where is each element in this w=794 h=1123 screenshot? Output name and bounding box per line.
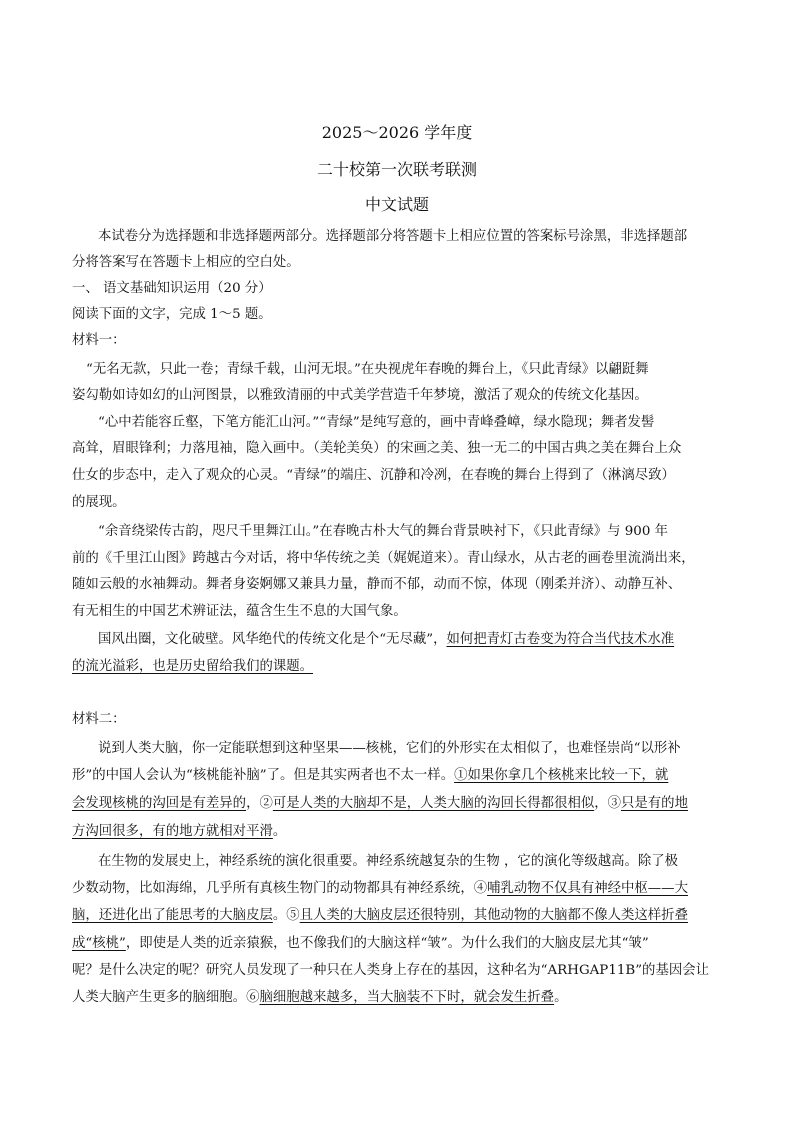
underlined-line: 的流光溢彩，也是历史留给我们的课题。 [72,659,314,674]
underlined-text: 成“核桃” [72,936,126,951]
plain-text: 。 [554,990,568,1005]
underlined-text: 脑，还进化出了能思考的大脑皮层 [72,908,273,923]
underlined-text: 脑细胞越来越多，当大脑装不下时，就会发生折叠 [259,990,555,1005]
paragraph-line [72,989,722,1007]
paragraph-line [72,767,722,785]
exam-title: 二十校第一次联考联测 [316,160,477,179]
material-label: 材料一： [72,333,126,348]
material-label: 材料二： [72,712,126,727]
plain-text: 少数动物，比如海绵，几乎所有真核生物门的动物都具有神经系统，④ [72,881,488,896]
plain-text: 人类大脑产生更多的脑细胞。⑥ [72,990,260,1005]
subject-title: 中文试题 [364,195,429,214]
underlined-text: 哺乳动物不仅具有神经中枢——大 [487,881,688,896]
paragraph-line: 呢？是什么决定的呢？研究人员发现了一种只在人类身上存在的基因，这种名为“ARHGAP11B”的基因会让 [72,963,709,978]
paragraph-line [72,880,722,898]
underlined-text: 只是有的地 [621,796,688,811]
paragraph-line: 仕女的步态中，走入了观众的心灵。“青绿”的端庄、沉静和冷冽，在春晚的舞台上得到了（淋漓尽致） [72,468,675,483]
paragraph-line: “无名无款，只此一卷；青绿千载，山河无垠。”在央视虎年春晚的舞台上，《只此青绿》以翩跹舞 [86,362,649,377]
paragraph-line: 的展现。 [72,495,126,510]
underlined-text: 会发现核桃的沟回是有差异的 [72,796,247,811]
plain-text: 。⑤ [272,908,300,923]
paragraph-line [72,935,722,953]
paragraph-line: 有无相生的中国艺术辨证法，蕴含生生不息的大国气象。 [72,604,407,619]
paragraph-line: 随如云般的水袖舞动。舞者身姿婀娜又兼具力量，静而不郁，动而不惊，体现（刚柔并济）、动静互补、 [72,577,682,592]
section-heading: 一、 语文基础知识运用（20 分） [72,281,272,296]
paragraph-line [72,907,722,925]
plain-text: 。 [272,824,287,839]
underlined-text: 如何把青灯古卷变为符合当代技术水准 [446,632,675,647]
plain-text: ，② [246,796,273,811]
underlined-text: 方沟回很多，有的地方就相对平滑 [72,824,273,839]
plain-text: ，即使是人类的近亲猿猴，也不像我们的大脑这样“皱”。为什么我们的大脑皮层尤其“皱” [125,936,649,951]
intro-line: 分将答案写在答题卡上相应的空白处。 [72,255,300,270]
paragraph-line: 姿勾勒如诗如幻的山河图景，以雅致清丽的中式美学营造千年梦境，激活了观众的传统文化基因。 [72,388,648,403]
intro-line: 本试卷分为选择题和非选择题两部分。选择题部分将答题卡上相应位置的答案标号涂黑，非选择题部 [98,229,688,244]
paragraph-line: 前的《千里江山图》跨越古今对话，将中华传统之美（娓娓道来）。青山绿水，从古老的画卷里流淌出来， [72,551,695,566]
paragraph-line: 高耸，眉眼锋利；力落甩袖，隐入画中。（美轮美奂）的宋画之美、独一无二的中国古典之美在舞台上众 [72,441,682,456]
underlined-text: ①如果你拿几个核桃来比较一下，就 [454,768,669,783]
school-year: 2025～2026 学年度 [321,123,473,142]
paragraph-line: “心中若能容丘壑，下笔方能汇山河。”“青绿”是纯写意的，画中青峰叠嶂，绿水隐现；舞者发髻 [98,415,655,430]
section-instruction: 阅读下面的文字，完成 1～5 题。 [72,307,272,322]
plain-text: ，③ [594,796,622,811]
paragraph-line [98,631,748,649]
paragraph-line: 在生物的发展史上，神经系统的演化很重要。神经系统越复杂的生物 ，它的演化等级越高。除了极 [98,854,679,869]
plain-text: 形”的中国人会认为“核桃能补脑”了。但是其实两者也不太一样。 [72,768,455,783]
paragraph-line: “余音绕梁传古韵，咫尺千里舞江山。”在春晚古朴大气的舞台背景映衬下，《只此青绿》与 900 年 [98,524,668,539]
plain-text: 国风出圈，文化破壁。风华绝代的传统文化是个“无尽藏”， [98,632,447,647]
paragraph-line [72,795,722,813]
underlined-text: 可是人类的大脑却不是，人类大脑的沟回长得都很相似 [272,796,595,811]
paragraph-line: 说到人类大脑，你一定能联想到这种坚果——核桃，它们的外形实在太相似了，也难怪崇尚“以形补 [98,741,681,756]
underlined-text: 且人类的大脑皮层还很特别，其他动物的大脑都不像人类这样折叠 [299,908,688,923]
paragraph-line [72,823,722,841]
